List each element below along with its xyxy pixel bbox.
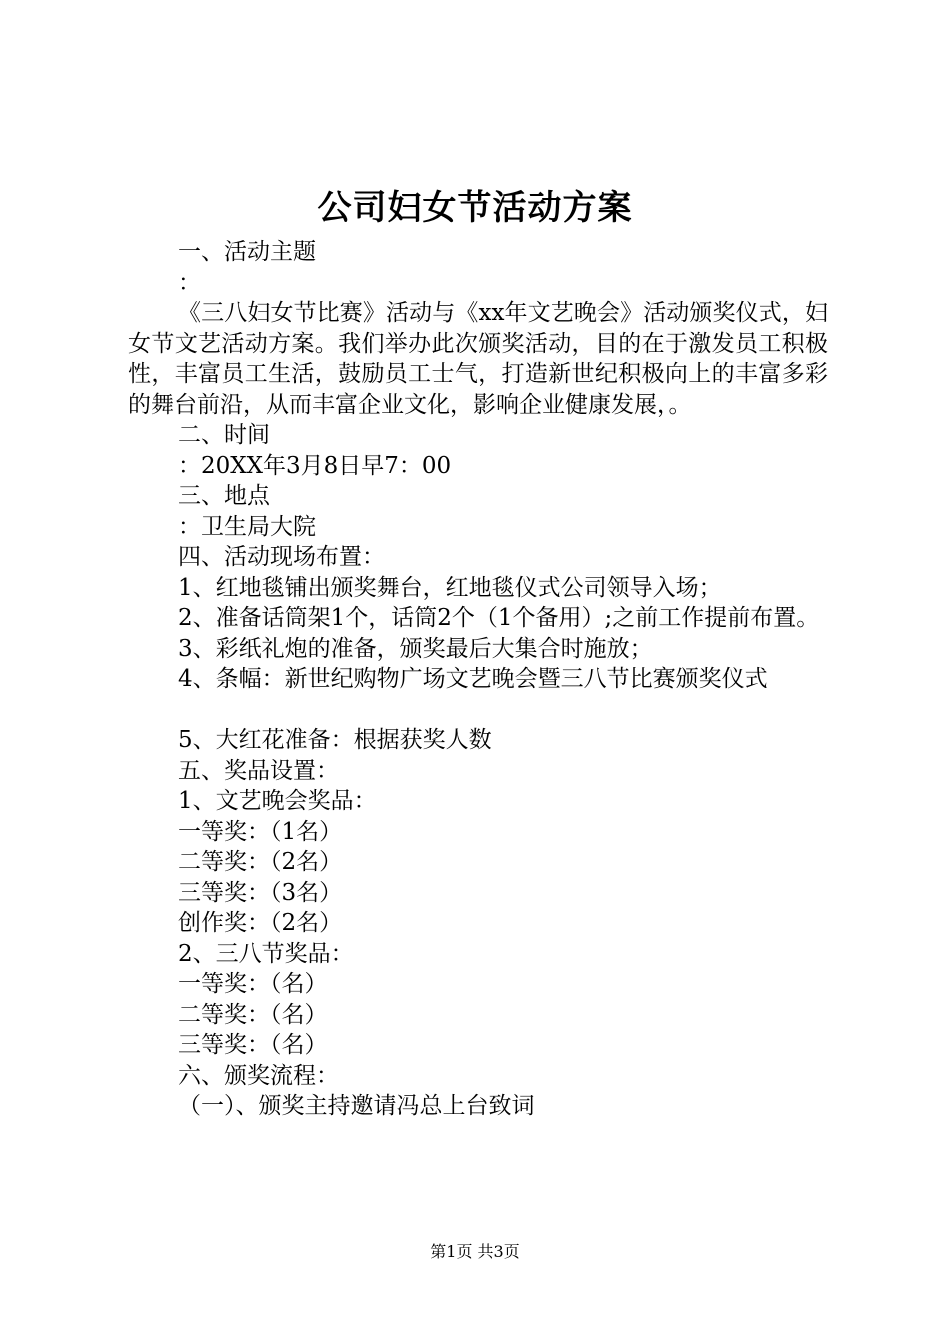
section-heading-location: 三、地点 [178,483,270,509]
section-heading-prizes: 五、奖品设置： [178,757,339,784]
setup-item-1: 1、红地毯铺出颁奖舞台，红地毯仪式公司领导入场； [178,574,722,601]
prize-group-2-heading: 2、三八节奖品： [178,940,354,967]
page-footer: 第1页 共3页 [430,1242,520,1261]
location-value: ：卫生局大院 [178,513,316,540]
procedure-item-1: （一）、颁奖主持邀请冯总上台致词 [178,1093,535,1119]
time-value: ：20XX年3月8日早7：00 [178,452,452,479]
prize-group-1-second: 二等奖：（2名） [178,849,343,875]
document-title: 公司妇女节活动方案 [317,188,633,228]
setup-item-4: 4、条幅：新世纪购物广场文艺晚会暨三八节比赛颁奖仪式 [178,666,768,692]
prize-group-1-creative: 创作奖：（2名） [178,910,343,936]
section-heading-theme: 一、活动主题 [178,239,316,265]
blank-line [128,695,828,726]
document-body [128,237,828,1122]
section-heading-setup: 四、活动现场布置： [178,544,385,570]
section-heading-procedure: 六、颁奖流程： [178,1062,339,1089]
prize-group-2-second: 二等奖：（名） [178,1001,328,1028]
prize-group-1-first: 一等奖：（1名） [178,818,343,845]
setup-item-2: 2、准备话筒架1个，话筒2个（1个备用）;之前工作提前布置。 [178,605,820,631]
section-heading-time: 二、时间 [178,422,270,448]
theme-colon: ： [178,269,201,296]
prize-group-1-heading: 1、文艺晚会奖品： [178,788,377,814]
prize-group-2-third: 三等奖：（名） [178,1032,328,1058]
theme-paragraph: 《三八妇女节比赛》活动与《xx年文艺晚会》活动颁奖仪式，妇女节文艺活动方案。我们举办此次颁奖活动，目的在于激发员工积极性，丰富员工生活，鼓励员工士气，打造新世纪积极向上的丰富多彩的舞台前沿，从而丰富企业文化，影响企业健康发展，。 [128,300,828,418]
setup-item-3: 3、彩纸礼炮的准备，颁奖最后大集合时施放； [178,635,653,662]
prize-group-2-first: 一等奖：（名） [178,971,328,997]
setup-item-5: 5、大红花准备：根据获奖人数 [178,727,492,753]
prize-group-1-third: 三等奖：（3名） [178,879,343,906]
